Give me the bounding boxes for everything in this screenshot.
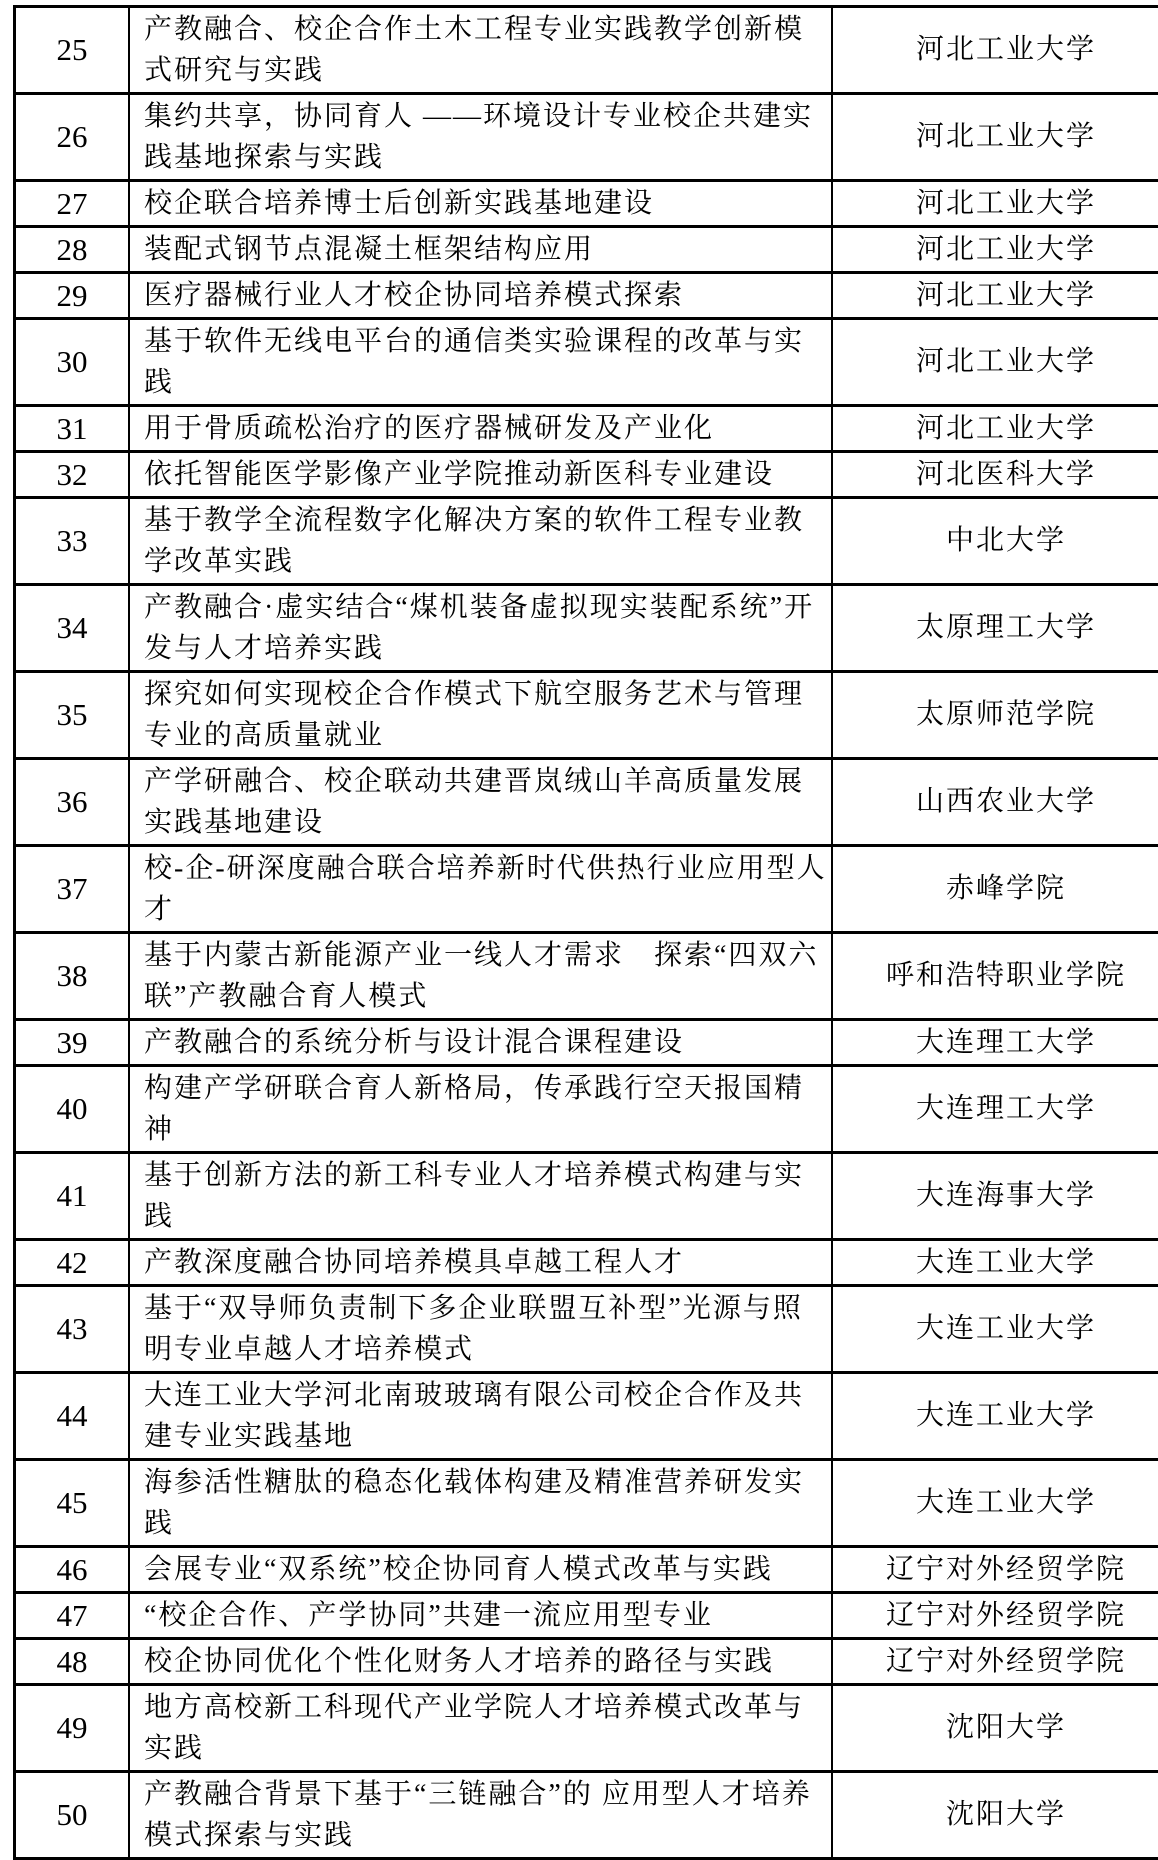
university-name: 山西农业大学 xyxy=(832,759,1158,846)
university-name: 河北工业大学 xyxy=(832,227,1158,273)
table-row xyxy=(15,452,1158,498)
university-name: 大连工业大学 xyxy=(832,1373,1158,1460)
university-name: 河北工业大学 xyxy=(832,181,1158,227)
project-title: 基于“双导师负责制下多企业联盟互补型”光源与照明专业卓越人才培养模式 xyxy=(129,1286,832,1373)
university-name: 大连理工大学 xyxy=(832,1020,1158,1066)
project-title: 地方高校新工科现代产业学院人才培养模式改革与实践 xyxy=(129,1685,832,1772)
university-name: 太原理工大学 xyxy=(832,585,1158,672)
project-title: 产教融合的系统分析与设计混合课程建设 xyxy=(129,1020,832,1066)
project-title: 产教融合·虚实结合“煤机装备虚拟现实装配系统”开发与人才培养实践 xyxy=(129,585,832,672)
table-row xyxy=(15,227,1158,273)
row-number: 45 xyxy=(15,1460,130,1547)
project-title: 依托智能医学影像产业学院推动新医科专业建设 xyxy=(129,452,832,498)
table-row xyxy=(15,1593,1158,1639)
row-number: 46 xyxy=(15,1547,130,1593)
row-number: 42 xyxy=(15,1240,130,1286)
university-name: 中北大学 xyxy=(832,498,1158,585)
table-row xyxy=(15,94,1158,181)
university-name: 呼和浩特职业学院 xyxy=(832,933,1158,1020)
table-row xyxy=(15,1066,1158,1153)
project-title: 产教深度融合协同培养模具卓越工程人才 xyxy=(129,1240,832,1286)
row-number: 49 xyxy=(15,1685,130,1772)
table-row xyxy=(15,1685,1158,1772)
table-row xyxy=(15,585,1158,672)
university-name: 河北工业大学 xyxy=(832,7,1158,94)
university-name: 辽宁对外经贸学院 xyxy=(832,1639,1158,1685)
project-title: 产教融合、校企合作土木工程专业实践教学创新模式研究与实践 xyxy=(129,7,832,94)
row-number: 26 xyxy=(15,94,130,181)
university-name: 辽宁对外经贸学院 xyxy=(832,1593,1158,1639)
table-row xyxy=(15,498,1158,585)
project-title: 校企协同优化个性化财务人才培养的路径与实践 xyxy=(129,1639,832,1685)
row-number: 30 xyxy=(15,319,130,406)
university-name: 河北工业大学 xyxy=(832,273,1158,319)
table-row xyxy=(15,933,1158,1020)
project-title: 大连工业大学河北南玻玻璃有限公司校企合作及共建专业实践基地 xyxy=(129,1373,832,1460)
project-title: 产教融合背景下基于“三链融合”的 应用型人才培养模式探索与实践 xyxy=(129,1772,832,1859)
project-title: 基于教学全流程数字化解决方案的软件工程专业教学改革实践 xyxy=(129,498,832,585)
table-row xyxy=(15,1020,1158,1066)
row-number: 47 xyxy=(15,1593,130,1639)
table-row xyxy=(15,1240,1158,1286)
university-name: 河北工业大学 xyxy=(832,319,1158,406)
row-number: 40 xyxy=(15,1066,130,1153)
row-number: 38 xyxy=(15,933,130,1020)
row-number: 31 xyxy=(15,406,130,452)
university-name: 辽宁对外经贸学院 xyxy=(832,1547,1158,1593)
table-row xyxy=(15,7,1158,94)
row-number: 43 xyxy=(15,1286,130,1373)
project-title: 海参活性糖肽的稳态化载体构建及精准营养研发实践 xyxy=(129,1460,832,1547)
university-name: 沈阳大学 xyxy=(832,1685,1158,1772)
university-name: 河北医科大学 xyxy=(832,452,1158,498)
project-title: 会展专业“双系统”校企协同育人模式改革与实践 xyxy=(129,1547,832,1593)
project-title: 基于软件无线电平台的通信类实验课程的改革与实践 xyxy=(129,319,832,406)
table-row xyxy=(15,273,1158,319)
table-row xyxy=(15,181,1158,227)
row-number: 29 xyxy=(15,273,130,319)
project-title: 医疗器械行业人才校企协同培养模式探索 xyxy=(129,273,832,319)
project-title: 探究如何实现校企合作模式下航空服务艺术与管理专业的高质量就业 xyxy=(129,672,832,759)
university-name: 大连工业大学 xyxy=(832,1240,1158,1286)
university-name: 河北工业大学 xyxy=(832,94,1158,181)
table-row xyxy=(15,1772,1158,1859)
project-title: 校企联合培养博士后创新实践基地建设 xyxy=(129,181,832,227)
row-number: 33 xyxy=(15,498,130,585)
university-name: 太原师范学院 xyxy=(832,672,1158,759)
table-row xyxy=(15,406,1158,452)
table-row xyxy=(15,1460,1158,1547)
project-title: 基于内蒙古新能源产业一线人才需求 探索“四双六联”产教融合育人模式 xyxy=(129,933,832,1020)
table-row xyxy=(15,759,1158,846)
university-name: 赤峰学院 xyxy=(832,846,1158,933)
university-name: 大连海事大学 xyxy=(832,1153,1158,1240)
university-name: 沈阳大学 xyxy=(832,1772,1158,1859)
row-number: 25 xyxy=(15,7,130,94)
row-number: 44 xyxy=(15,1373,130,1460)
project-title: 产学研融合、校企联动共建晋岚绒山羊高质量发展实践基地建设 xyxy=(129,759,832,846)
row-number: 48 xyxy=(15,1639,130,1685)
project-title: 校-企-研深度融合联合培养新时代供热行业应用型人才 xyxy=(129,846,832,933)
row-number: 32 xyxy=(15,452,130,498)
university-name: 大连工业大学 xyxy=(832,1460,1158,1547)
project-title: “校企合作、产学协同”共建一流应用型专业 xyxy=(129,1593,832,1639)
row-number: 35 xyxy=(15,672,130,759)
row-number: 36 xyxy=(15,759,130,846)
table-row xyxy=(15,1373,1158,1460)
table-row xyxy=(15,1547,1158,1593)
projects-table-body xyxy=(15,7,1158,1859)
table-row xyxy=(15,1153,1158,1240)
row-number: 27 xyxy=(15,181,130,227)
row-number: 28 xyxy=(15,227,130,273)
project-title: 用于骨质疏松治疗的医疗器械研发及产业化 xyxy=(129,406,832,452)
row-number: 39 xyxy=(15,1020,130,1066)
university-name: 大连工业大学 xyxy=(832,1286,1158,1373)
projects-table xyxy=(13,5,1158,1860)
row-number: 41 xyxy=(15,1153,130,1240)
table-row xyxy=(15,319,1158,406)
project-title: 基于创新方法的新工科专业人才培养模式构建与实践 xyxy=(129,1153,832,1240)
row-number: 37 xyxy=(15,846,130,933)
table-row xyxy=(15,846,1158,933)
row-number: 34 xyxy=(15,585,130,672)
project-title: 集约共享，协同育人 ——环境设计专业校企共建实践基地探索与实践 xyxy=(129,94,832,181)
table-row xyxy=(15,1639,1158,1685)
project-title: 构建产学研联合育人新格局，传承践行空天报国精神 xyxy=(129,1066,832,1153)
document-table-container xyxy=(13,5,1150,1860)
row-number: 50 xyxy=(15,1772,130,1859)
table-row xyxy=(15,672,1158,759)
table-row xyxy=(15,1286,1158,1373)
university-name: 大连理工大学 xyxy=(832,1066,1158,1153)
project-title: 装配式钢节点混凝土框架结构应用 xyxy=(129,227,832,273)
university-name: 河北工业大学 xyxy=(832,406,1158,452)
